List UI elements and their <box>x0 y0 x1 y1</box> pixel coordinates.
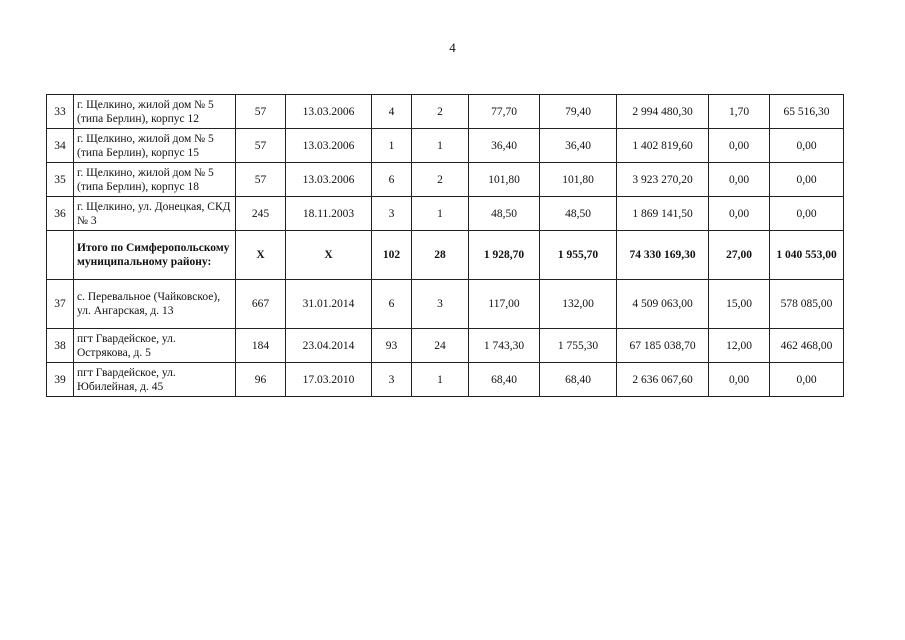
row-c10: 462 468,00 <box>770 329 844 363</box>
row-date: 13.03.2006 <box>286 95 372 129</box>
row-c9: 0,00 <box>709 363 770 397</box>
row-c5: 1 <box>412 197 469 231</box>
total-c7: 1 955,70 <box>540 231 617 280</box>
table-row <box>47 163 844 197</box>
table-row <box>47 95 844 129</box>
row-number: 39 <box>47 363 74 397</box>
row-address: г. Щелкино, ул. Донецкая, СКД № 3 <box>74 197 236 231</box>
row-c9: 0,00 <box>709 197 770 231</box>
row-c7: 79,40 <box>540 95 617 129</box>
row-c4: 4 <box>372 95 412 129</box>
row-c4: 6 <box>372 280 412 329</box>
row-c4: 93 <box>372 329 412 363</box>
row-c10: 0,00 <box>770 363 844 397</box>
housing-registry-table <box>46 94 844 397</box>
row-c9: 15,00 <box>709 280 770 329</box>
row-c6: 36,40 <box>469 129 540 163</box>
table-row <box>47 197 844 231</box>
row-year: 667 <box>236 280 286 329</box>
row-date: 17.03.2010 <box>286 363 372 397</box>
row-c6: 1 743,30 <box>469 329 540 363</box>
table-row <box>47 363 844 397</box>
total-c6: 1 928,70 <box>469 231 540 280</box>
row-c6: 68,40 <box>469 363 540 397</box>
row-date: 13.03.2006 <box>286 163 372 197</box>
row-year: 96 <box>236 363 286 397</box>
row-c6: 77,70 <box>469 95 540 129</box>
total-year: Х <box>236 231 286 280</box>
row-year: 245 <box>236 197 286 231</box>
row-date: 18.11.2003 <box>286 197 372 231</box>
row-c8: 3 923 270,20 <box>617 163 709 197</box>
row-number: 38 <box>47 329 74 363</box>
row-c8: 1 869 141,50 <box>617 197 709 231</box>
row-address: пгт Гвардейское, ул. Юбилейная, д. 45 <box>74 363 236 397</box>
row-c9: 0,00 <box>709 129 770 163</box>
row-number: 33 <box>47 95 74 129</box>
total-date: Х <box>286 231 372 280</box>
row-address: с. Перевальное (Чайковское), ул. Ангарская, д. 13 <box>74 280 236 329</box>
row-c4: 3 <box>372 363 412 397</box>
row-c5: 1 <box>412 129 469 163</box>
table-row <box>47 280 844 329</box>
row-year: 57 <box>236 163 286 197</box>
row-number: 34 <box>47 129 74 163</box>
row-year: 184 <box>236 329 286 363</box>
row-c4: 3 <box>372 197 412 231</box>
row-number: 35 <box>47 163 74 197</box>
table-row <box>47 329 844 363</box>
row-address: пгт Гвардейское, ул. Острякова, д. 5 <box>74 329 236 363</box>
row-year: 57 <box>236 129 286 163</box>
total-number <box>47 231 74 280</box>
row-c4: 6 <box>372 163 412 197</box>
row-c7: 36,40 <box>540 129 617 163</box>
table-row <box>47 129 844 163</box>
row-c5: 2 <box>412 163 469 197</box>
total-label: Итого по Симферопольскому муниципальному району: <box>74 231 236 280</box>
row-address: г. Щелкино, жилой дом № 5 (типа Берлин), корпус 15 <box>74 129 236 163</box>
total-c4: 102 <box>372 231 412 280</box>
row-c10: 0,00 <box>770 129 844 163</box>
total-c8: 74 330 169,30 <box>617 231 709 280</box>
row-c8: 67 185 038,70 <box>617 329 709 363</box>
row-c10: 0,00 <box>770 197 844 231</box>
row-c5: 24 <box>412 329 469 363</box>
total-c10: 1 040 553,00 <box>770 231 844 280</box>
row-c5: 3 <box>412 280 469 329</box>
row-c7: 101,80 <box>540 163 617 197</box>
row-number: 36 <box>47 197 74 231</box>
row-year: 57 <box>236 95 286 129</box>
row-c7: 48,50 <box>540 197 617 231</box>
row-address: г. Щелкино, жилой дом № 5 (типа Берлин), корпус 12 <box>74 95 236 129</box>
total-row <box>47 231 844 280</box>
row-c7: 1 755,30 <box>540 329 617 363</box>
row-c7: 68,40 <box>540 363 617 397</box>
row-c7: 132,00 <box>540 280 617 329</box>
total-c5: 28 <box>412 231 469 280</box>
row-c6: 117,00 <box>469 280 540 329</box>
row-c10: 578 085,00 <box>770 280 844 329</box>
row-c5: 2 <box>412 95 469 129</box>
row-c10: 65 516,30 <box>770 95 844 129</box>
row-c6: 101,80 <box>469 163 540 197</box>
page-number: 4 <box>449 40 456 55</box>
row-c6: 48,50 <box>469 197 540 231</box>
total-c9: 27,00 <box>709 231 770 280</box>
row-date: 13.03.2006 <box>286 129 372 163</box>
row-c9: 0,00 <box>709 163 770 197</box>
row-c4: 1 <box>372 129 412 163</box>
row-date: 23.04.2014 <box>286 329 372 363</box>
row-c10: 0,00 <box>770 163 844 197</box>
row-c8: 2 636 067,60 <box>617 363 709 397</box>
row-number: 37 <box>47 280 74 329</box>
row-c8: 1 402 819,60 <box>617 129 709 163</box>
row-c8: 4 509 063,00 <box>617 280 709 329</box>
row-date: 31.01.2014 <box>286 280 372 329</box>
row-c5: 1 <box>412 363 469 397</box>
row-address: г. Щелкино, жилой дом № 5 (типа Берлин), корпус 18 <box>74 163 236 197</box>
row-c9: 1,70 <box>709 95 770 129</box>
row-c9: 12,00 <box>709 329 770 363</box>
row-c8: 2 994 480,30 <box>617 95 709 129</box>
